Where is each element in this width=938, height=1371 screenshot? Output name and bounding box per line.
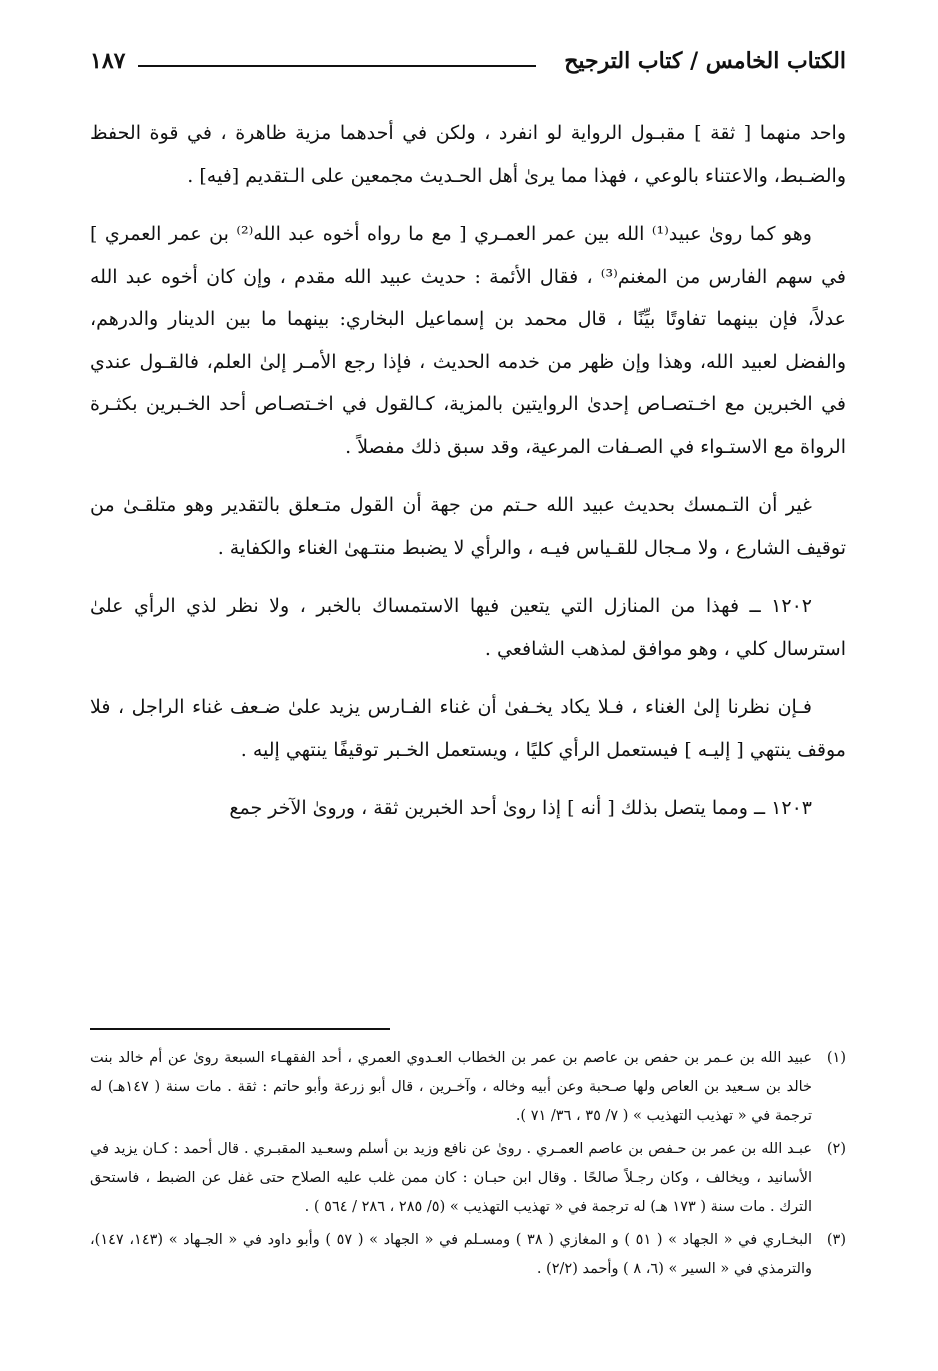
main-text [90,112,846,846]
footnote-text: عبـد الله بن عمر بن حـفص بن عاصم العمـري . روىٰ عن نافع وزيد بن أسلم وسعـيد المقبـري . قال أحمد : كـان يزيد في الأسانيد ، ويخالف ، وكان رجـلاً صالحًا . وقال ابن حبـان : كان ممن غلب عليه الصلاح حتى غفل عن الضبط ، فاستحق الترك . مات سنة ( ١٧٣ هـ) له ترجمة في « تهذيب التهذيب » (٥/ ٢٨٥ ، ٢٨٦ / ٥٦٤ ) . [90,1141,812,1215]
running-header [90,40,846,84]
footnote-number: (٣) [826,1232,846,1248]
footnote-separator [90,1028,390,1030]
footnote [90,1044,846,1131]
footnote-number: (١) [826,1050,846,1066]
book-page [90,40,846,1351]
paragraph: ١٢٠٣ ــ ومما يتصل بذلك [ أنه ] إذا روىٰ أحد الخبرين ثقة ، وروىٰ الآخر جمع [229,797,812,819]
paragraph: واحد منهما [ ثقة ] مقبـول الرواية لو انفرد ، ولكن في أحدهما مزية ظاهرة ، في قوة الحفظ والضـبط، والاعتناء بالوعي ، فهذا مما يرىٰ أهل الحـديث مجمعين على الـتقديم [فيه] . [90,122,846,187]
paragraph: وهو كما روىٰ عبيد⁽¹⁾ الله بين عمر العمـري [ مع ما رواه أخوه عبد الله⁽²⁾ بن عمر العمري ] في سهم الفارس من المغنم⁽³⁾ ، فقال الأئمة : حديث عبيد الله مقدم ، وإن كان أخوه عبد الله عدلاً، فإن بينهما تفاوتًا بيِّنًا ، قال محمد بن إسماعيل البخاري: بينهما ما بين الدينار والدرهم، والفضل لعبيد الله، وهذا وإن ظهر من خدمه الحديث ، فإذا رجع الأمـر إلىٰ العلم، فالقـول عندي في الخبرين مع اخـتصـاص إحدىٰ الروايتين بالمزية، كـالقول في اخـتصـاص أحد الخـبرين بكثـرة الرواة مع الاستـواء في الصـفات المرعية، وقد سبق ذلك مفصلاً . [90,223,847,458]
footnote-text: البخـاري في « الجهاد » ( ٥١ ) و المغازي ( ٣٨ ) ومسـلم في « الجهاد » ( ٥٧ ) وأبو داود في « الجـهاد » (١٤٣، ١٤٧)، والترمذي في « السير » (٦، ٨ ) وأحمد (٢/٢) . [90,1232,812,1277]
page-number: ١٨٧ [90,48,126,74]
footnote-number: (٢) [826,1141,846,1157]
footnotes [90,1044,846,1288]
paragraph: غير أن التـمسك بحديث عبيد الله حـتم من جهة أن القول متـعلق بالتقدير وهو متلقـىٰ من توقيف الشارع ، ولا مـجال للقـياس فيـه ، والرأي لا يضبط منتـهىٰ الغناء والكفاية . [90,494,846,559]
footnote [90,1226,846,1284]
footnote-text: عبيد الله بن عـمر بن حفص بن عاصم بن عمر بن الخطاب العـدوي العمري ، أحد الفقهـاء السبعة روىٰ عن أم خالد بنت خالد بن سـعيد بن العاص ولها صـحبة وعن أبيه وخاله ، وآخـرين ، قال أبو زرعة وأبو حاتم : ثقة . مات سنة ( ١٤٧هـ) له ترجمة في « تهذيب التهذيب » ( ٧/ ٣٥ ، ٣٦/ ٧١ ). [90,1050,812,1124]
paragraph: فـإن نظرنا إلىٰ الغناء ، فـلا يكاد يخـفىٰ أن غناء الفـارس يزيد علىٰ ضـعف غناء الراجل ، فلا موقف ينتهي [ إليـه ] فيستعمل الرأي كليًا ، ويستعمل الخـبر توقيفًا ينتهي إليه . [90,696,846,761]
header-rule [138,65,536,67]
footnote [90,1135,846,1222]
paragraph: ١٢٠٢ ــ فهذا من المنازل التي يتعين فيها الاستمساك بالخبر ، ولا نظر لذي الرأي علىٰ استرسال كلي ، وهو موافق لمذهب الشافعي . [90,595,846,660]
running-title: الكتاب الخامس / كتاب الترجيح [564,48,846,74]
